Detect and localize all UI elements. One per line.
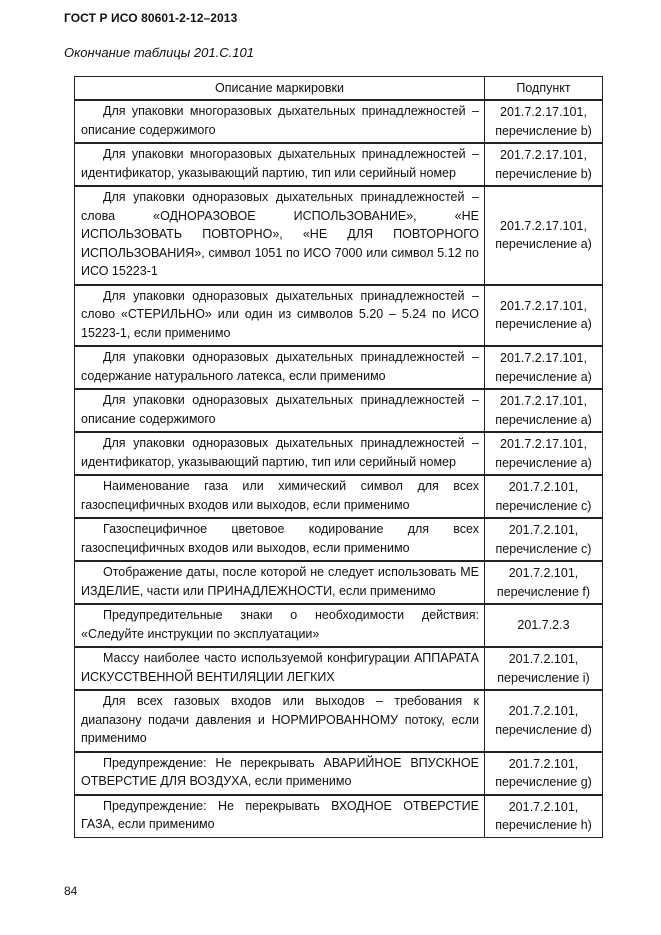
marking-description: Газоспецифичное цветовое кодирование для всех газоспецифичных входов или выходов, если применимо	[75, 518, 485, 561]
subclause-cell	[485, 795, 603, 838]
subclause-number: 201.7.2.101,	[508, 704, 579, 719]
subclause-cell	[485, 186, 603, 285]
subclause-enumeration: перечисление b)	[495, 166, 592, 181]
marking-description: Для упаковки одноразовых дыхательных принадлежностей – слова «ОДНОРАЗОВОЕ ИСПОЛЬЗОВАНИЕ», «НЕ ИСПОЛЬЗОВАТЬ ПОВТОРНО», «НЕ ДЛЯ ПОВТОРНОГО ИСПОЛЬЗОВАНИЯ», символ 1051 по ИСО 7000 или символ 5.12 по ИСО 15223-1	[75, 186, 485, 285]
subclause-cell	[485, 432, 603, 475]
marking-description: Для упаковки многоразовых дыхательных принадлежностей – идентификатор, указывающий партию, тип или серийный номер	[75, 143, 485, 186]
subclause-number: 201.7.2.17.101,	[500, 218, 587, 233]
table-row	[75, 100, 603, 143]
table-row	[75, 285, 603, 347]
subclause-cell	[485, 518, 603, 561]
subclause-number: 201.7.2.17.101,	[500, 148, 587, 162]
subclause-cell	[485, 285, 603, 347]
page-number: 84	[64, 884, 78, 898]
subclause-cell	[485, 604, 603, 647]
table-row	[75, 432, 603, 475]
marking-description: Наименование газа или химический символ для всех газоспецифичных входов или выходов, если применимо	[75, 475, 485, 518]
subclause-enumeration: перечисление h)	[495, 818, 592, 832]
marking-table	[74, 76, 603, 838]
marking-description: Предупредительные знаки о необходимости действия: «Следуйте инструкции по эксплуатации»	[75, 604, 485, 647]
subclause-number: 201.7.2.17.101,	[500, 394, 587, 408]
table-row	[75, 604, 603, 647]
subclause-number: 201.7.2.17.101,	[500, 105, 587, 119]
subclause-enumeration: перечисление a)	[495, 455, 592, 470]
table-caption: Окончание таблицы 201.С.101	[64, 45, 254, 60]
table-row	[75, 752, 603, 795]
subclause-cell	[485, 752, 603, 795]
table-row	[75, 561, 603, 604]
subclause-cell	[485, 346, 603, 389]
subclause-enumeration: перечисление a)	[495, 369, 592, 384]
marking-description: Для упаковки одноразовых дыхательных принадлежностей – описание содержимого	[75, 389, 485, 432]
subclause-cell	[485, 389, 603, 432]
subclause-number: 201.7.2.17.101,	[500, 298, 587, 313]
marking-description: Предупреждение: Не перекрывать ВХОДНОЕ ОТВЕРСТИЕ ГАЗА, если применимо	[75, 795, 485, 838]
subclause-cell	[485, 690, 603, 752]
table-row	[75, 346, 603, 389]
table-row	[75, 186, 603, 285]
subclause-number: 201.7.2.101,	[508, 480, 579, 494]
subclause-enumeration: перечисление i)	[497, 670, 590, 685]
marking-description: Для упаковки одноразовых дыхательных принадлежностей – идентификатор, указывающий партию, тип или серийный номер	[75, 432, 485, 475]
marking-description: Для упаковки одноразовых дыхательных принадлежностей – содержание натурального латекса, если применимо	[75, 346, 485, 389]
subclause-enumeration: перечисление c)	[495, 498, 592, 513]
marking-description: Предупреждение: Не перекрывать АВАРИЙНОЕ ВПУСКНОЕ ОТВЕРСТИЕ ДЛЯ ВОЗДУХА, если применимо	[75, 752, 485, 795]
subclause-number: 201.7.2.17.101,	[500, 351, 587, 365]
column-header-subclause: Подпункт	[485, 77, 603, 101]
subclause-enumeration: перечисление f)	[496, 584, 591, 599]
table-row	[75, 795, 603, 838]
subclause-number: 201.7.2.101,	[508, 566, 579, 580]
marking-description: Отображение даты, после которой не следует использовать МЕ ИЗДЕЛИЕ, части или ПРИНАДЛЕЖНОСТИ, если применимо	[75, 561, 485, 604]
subclause-enumeration: перечисление a)	[495, 412, 592, 427]
subclause-cell	[485, 647, 603, 690]
table-row	[75, 143, 603, 186]
table-body	[75, 100, 603, 837]
marking-description: Массу наиболее часто используемой конфигурации АППАРАТА ИСКУССТВЕННОЙ ВЕНТИЛЯЦИИ ЛЕГКИХ	[75, 647, 485, 690]
subclause-enumeration: перечисление b)	[495, 123, 592, 138]
subclause-enumeration: перечисление d)	[495, 722, 592, 737]
subclause-number: 201.7.2.3	[517, 618, 570, 633]
marking-description: Для всех газовых входов или выходов – требования к диапазону подачи давления и НОРМИРОВАННОМУ потоку, если применимо	[75, 690, 485, 752]
subclause-cell	[485, 143, 603, 186]
subclause-enumeration: перечисление a)	[495, 317, 592, 332]
subclause-number: 201.7.2.101,	[508, 652, 579, 666]
subclause-number: 201.7.2.101,	[508, 756, 579, 771]
table-row	[75, 475, 603, 518]
table-row	[75, 518, 603, 561]
table-row	[75, 690, 603, 752]
table-header-row	[75, 77, 603, 101]
column-header-description: Описание маркировки	[75, 77, 485, 101]
subclause-number: 201.7.2.101,	[508, 799, 579, 814]
subclause-cell	[485, 475, 603, 518]
subclause-number: 201.7.2.101,	[508, 523, 579, 537]
subclause-enumeration: перечисление g)	[495, 775, 592, 789]
subclause-enumeration: перечисление c)	[495, 541, 592, 556]
marking-description: Для упаковки многоразовых дыхательных принадлежностей – описание содержимого	[75, 100, 485, 143]
subclause-number: 201.7.2.17.101,	[500, 437, 587, 451]
subclause-cell	[485, 100, 603, 143]
table-row	[75, 647, 603, 690]
table-row	[75, 389, 603, 432]
subclause-cell	[485, 561, 603, 604]
marking-description: Для упаковки одноразовых дыхательных принадлежностей – слово «СТЕРИЛЬНО» или один из символов 5.20 – 5.24 по ИСО 15223-1, если применимо	[75, 285, 485, 347]
document-header: ГОСТ Р ИСО 80601-2-12–2013	[64, 11, 238, 25]
subclause-enumeration: перечисление a)	[495, 237, 592, 252]
